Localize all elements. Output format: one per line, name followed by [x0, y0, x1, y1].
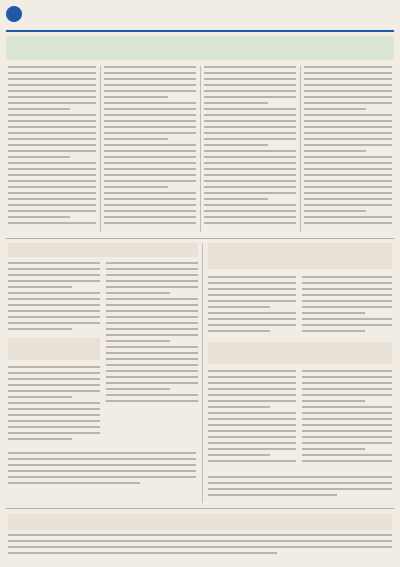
- sub-article-headline-bar: [8, 338, 100, 360]
- section-divider: [6, 508, 394, 509]
- section-divider: [6, 238, 394, 239]
- page-number-badge: [6, 6, 22, 22]
- top-column-1: [8, 66, 96, 232]
- mid-left-column-1: [8, 262, 100, 332]
- mid-right-2-column-1: [208, 370, 296, 470]
- column-divider: [300, 66, 301, 232]
- right-article-headline-bar: [208, 243, 392, 269]
- mid-right-column-1: [208, 276, 296, 336]
- top-headline-band: [6, 36, 394, 60]
- mid-right-2-column-2: [302, 370, 392, 470]
- lower-right-body: [208, 476, 392, 504]
- masthead: [0, 0, 400, 34]
- article-headline-bar: [8, 243, 198, 257]
- bottom-headline-bar: [8, 514, 392, 530]
- top-column-4: [304, 66, 392, 232]
- sub-article-body: [8, 366, 100, 446]
- top-column-2: [104, 66, 196, 232]
- bottom-article-body: [8, 534, 392, 562]
- mid-left-column-2: [106, 262, 198, 412]
- column-divider: [200, 66, 201, 232]
- top-column-3: [204, 66, 296, 232]
- header-rule: [6, 30, 394, 32]
- right-article-2-headline-bar: [208, 342, 392, 364]
- column-divider: [100, 66, 101, 232]
- mid-right-column-2: [302, 276, 392, 336]
- column-divider: [202, 243, 203, 503]
- lower-left-body: [8, 452, 196, 492]
